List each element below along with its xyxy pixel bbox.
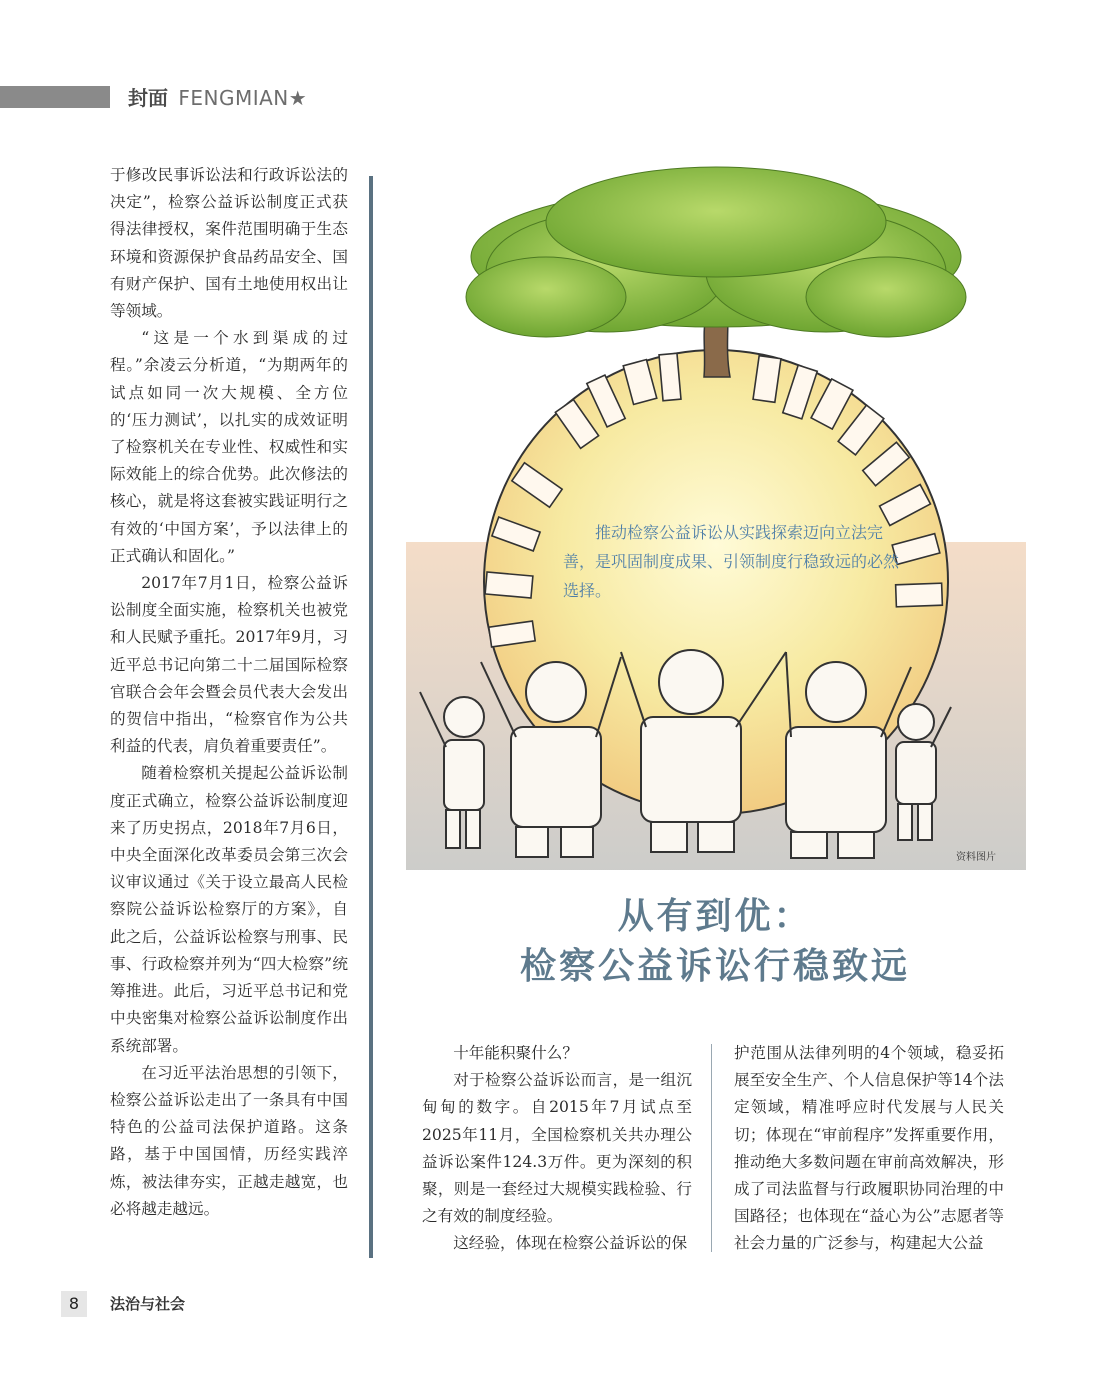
title-line-2: 检察公益诉讼行稳致远 (519, 946, 910, 987)
paragraph: “这是一个水到渠成的过程。”余凌云分析道，“为期两年的试点如同一次大规模、全方位的‘压力测试’，以扎实的成效证明了检察机关在专业性、权威性和实际效能上的综合优势。此次修法的核心，就是将这套被实践证明行之有效的‘中国方案’，予以法律上的正式确认和固化。” (110, 329, 348, 565)
title-line-1: 从有到优： (617, 896, 813, 937)
paragraph: 于修改民事诉讼法和行政诉讼法的决定”，检察公益诉讼制度正式获得法律授权，案件范围明确于生态环境和资源保护食品药品安全、国有财产保护、国有土地使用权出让等领域。 (110, 166, 348, 321)
paragraph: 对于检察公益诉讼而言，是一组沉甸甸的数字。自2015年7月试点至2025年11月，全国检察机关共办理公益诉讼案件124.3万件。更为深刻的积聚，则是一套经过大规模实践检验、行之有效的制度经验。 (422, 1071, 692, 1226)
caption-text: 推动检察公益诉讼从实践探索迈向立法完善，是巩固制度成果、引领制度行稳致远的必然选择。 (563, 523, 900, 600)
section-name-en: FENGMIAN (178, 86, 289, 110)
column-divider (369, 176, 373, 1258)
paragraph: 随着检察机关提起公益诉讼制度正式确立，检察公益诉讼制度迎来了历史拐点，2018年7月6日，中央全面深化改革委员会第三次会议审议通过《关于设立最高人民检察院公益诉讼检察厅的方案》，自此之后，公益诉讼检察与刑事、民事、行政检察并列为“四大检察”统筹推进。此后，习近平总书记和党中央密集对检察公益诉讼制度作出系统部署。 (110, 764, 348, 1055)
image-credit: 资料图片 (956, 852, 996, 863)
magazine-name: 法治与社会 (110, 1295, 186, 1313)
star-icon: ★ (288, 86, 307, 110)
paragraph: 在习近平法治思想的引领下，检察公益诉讼走出了一条具有中国特色的公益司法保护道路。这条路，基于中国国情，历经实践淬炼，被法律夯实，正越走越宽，也必将越走越远。 (110, 1063, 348, 1218)
right-column (734, 1040, 1004, 1258)
column-divider-thin (711, 1044, 712, 1252)
page-number: 8 (61, 1291, 87, 1317)
paragraph: 这经验，体现在检察公益诉讼的保 (453, 1234, 688, 1253)
section-name-cn: 封面 (128, 86, 168, 110)
illustration-caption (563, 518, 903, 605)
paragraph: 护范围从法律列明的4个领域，稳妥拓展至安全生产、个人信息保护等14个法定领域，精准呼应时代发展与人民关切；体现在“审前程序”发挥重要作用，推动绝大多数问题在审前高效解决，形成了司法监督与行政履职协同治理的中国路径；也体现在“益心为公”志愿者等社会力量的广泛参与，构建起大公益 (734, 1044, 1004, 1253)
tree-canopy (466, 167, 966, 337)
paragraph: 2017年7月1日，检察公益诉讼制度全面实施，检察机关也被党和人民赋予重托。2017年9月，习近平总书记向第二十二届国际检察官联合会年会暨会员代表大会发出的贺信中指出，“检察官作为公共利益的代表，肩负着重要责任”。 (110, 574, 348, 756)
left-column (110, 162, 348, 1223)
section-header (128, 86, 307, 110)
article-title (420, 892, 1010, 992)
cover-illustration (406, 162, 1026, 870)
paragraph: 十年能积聚什么？ (453, 1044, 578, 1062)
middle-column (422, 1040, 692, 1258)
header-bar (0, 86, 110, 108)
